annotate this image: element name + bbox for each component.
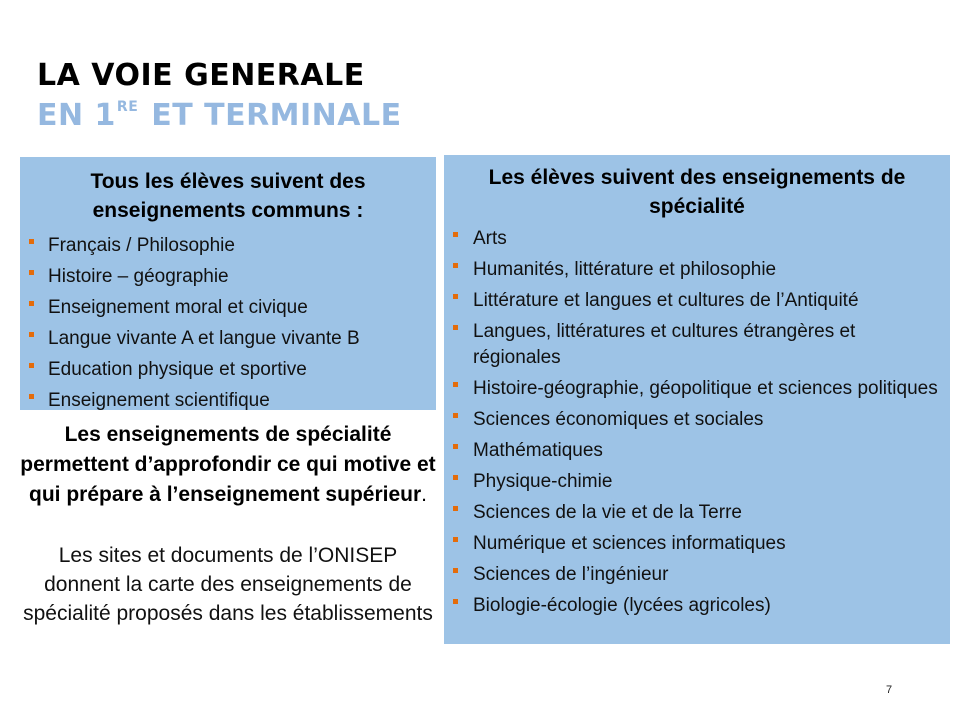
specialty-courses-box [444,155,950,644]
specialty-explanation-text: Les enseignements de spécialité permettent d’approfondir ce qui motive et qui prépare à l’enseignement supérieur [20,423,436,506]
common-courses-heading: Tous les élèves suivent des enseignements communs : [90,170,366,222]
list-item: Arts [444,226,950,252]
common-courses-list [20,230,436,416]
list-item: Humanités, littérature et philosophie [444,257,950,283]
list-item: Physique-chimie [444,469,950,495]
list-item: Sciences de la vie et de la Terre [444,500,950,526]
list-item: Sciences de l’ingénieur [444,562,950,588]
specialty-courses-heading: Les élèves suivent des enseignements de spécialité [488,166,906,218]
list-item: Histoire – géographie [20,261,436,292]
page-number: 7 [886,684,893,696]
slide-title: LA VOIE GENERALE [37,58,365,93]
subtitle-prefix: EN 1 [37,98,116,133]
slide-subtitle [37,98,402,133]
list-item: Histoire-géographie, géopolitique et sciences politiques [444,376,950,402]
specialty-courses-list [444,226,950,619]
onisep-note: Les sites et documents de l’ONISEP donnent la carte des enseignements de spécialité proposés dans les établissements [23,544,433,625]
list-item: Mathématiques [444,438,950,464]
list-item: Enseignement scientifique [20,385,436,416]
list-item: Enseignement moral et civique [20,292,436,323]
list-item: Langues, littératures et cultures étrangères et régionales [444,319,950,371]
specialty-explanation [20,420,436,510]
list-item: Biologie-écologie (lycées agricoles) [444,593,950,619]
subtitle-suffix: ET TERMINALE [140,98,402,133]
specialty-explanation-period: . [421,483,427,506]
list-item: Français / Philosophie [20,230,436,261]
list-item: Langue vivante A et langue vivante B [20,323,436,354]
list-item: Littérature et langues et cultures de l’Antiquité [444,288,950,314]
common-courses-box [20,157,436,410]
list-item: Numérique et sciences informatiques [444,531,950,557]
list-item: Sciences économiques et sociales [444,407,950,433]
subtitle-superscript: RE [116,99,139,115]
list-item: Education physique et sportive [20,354,436,385]
